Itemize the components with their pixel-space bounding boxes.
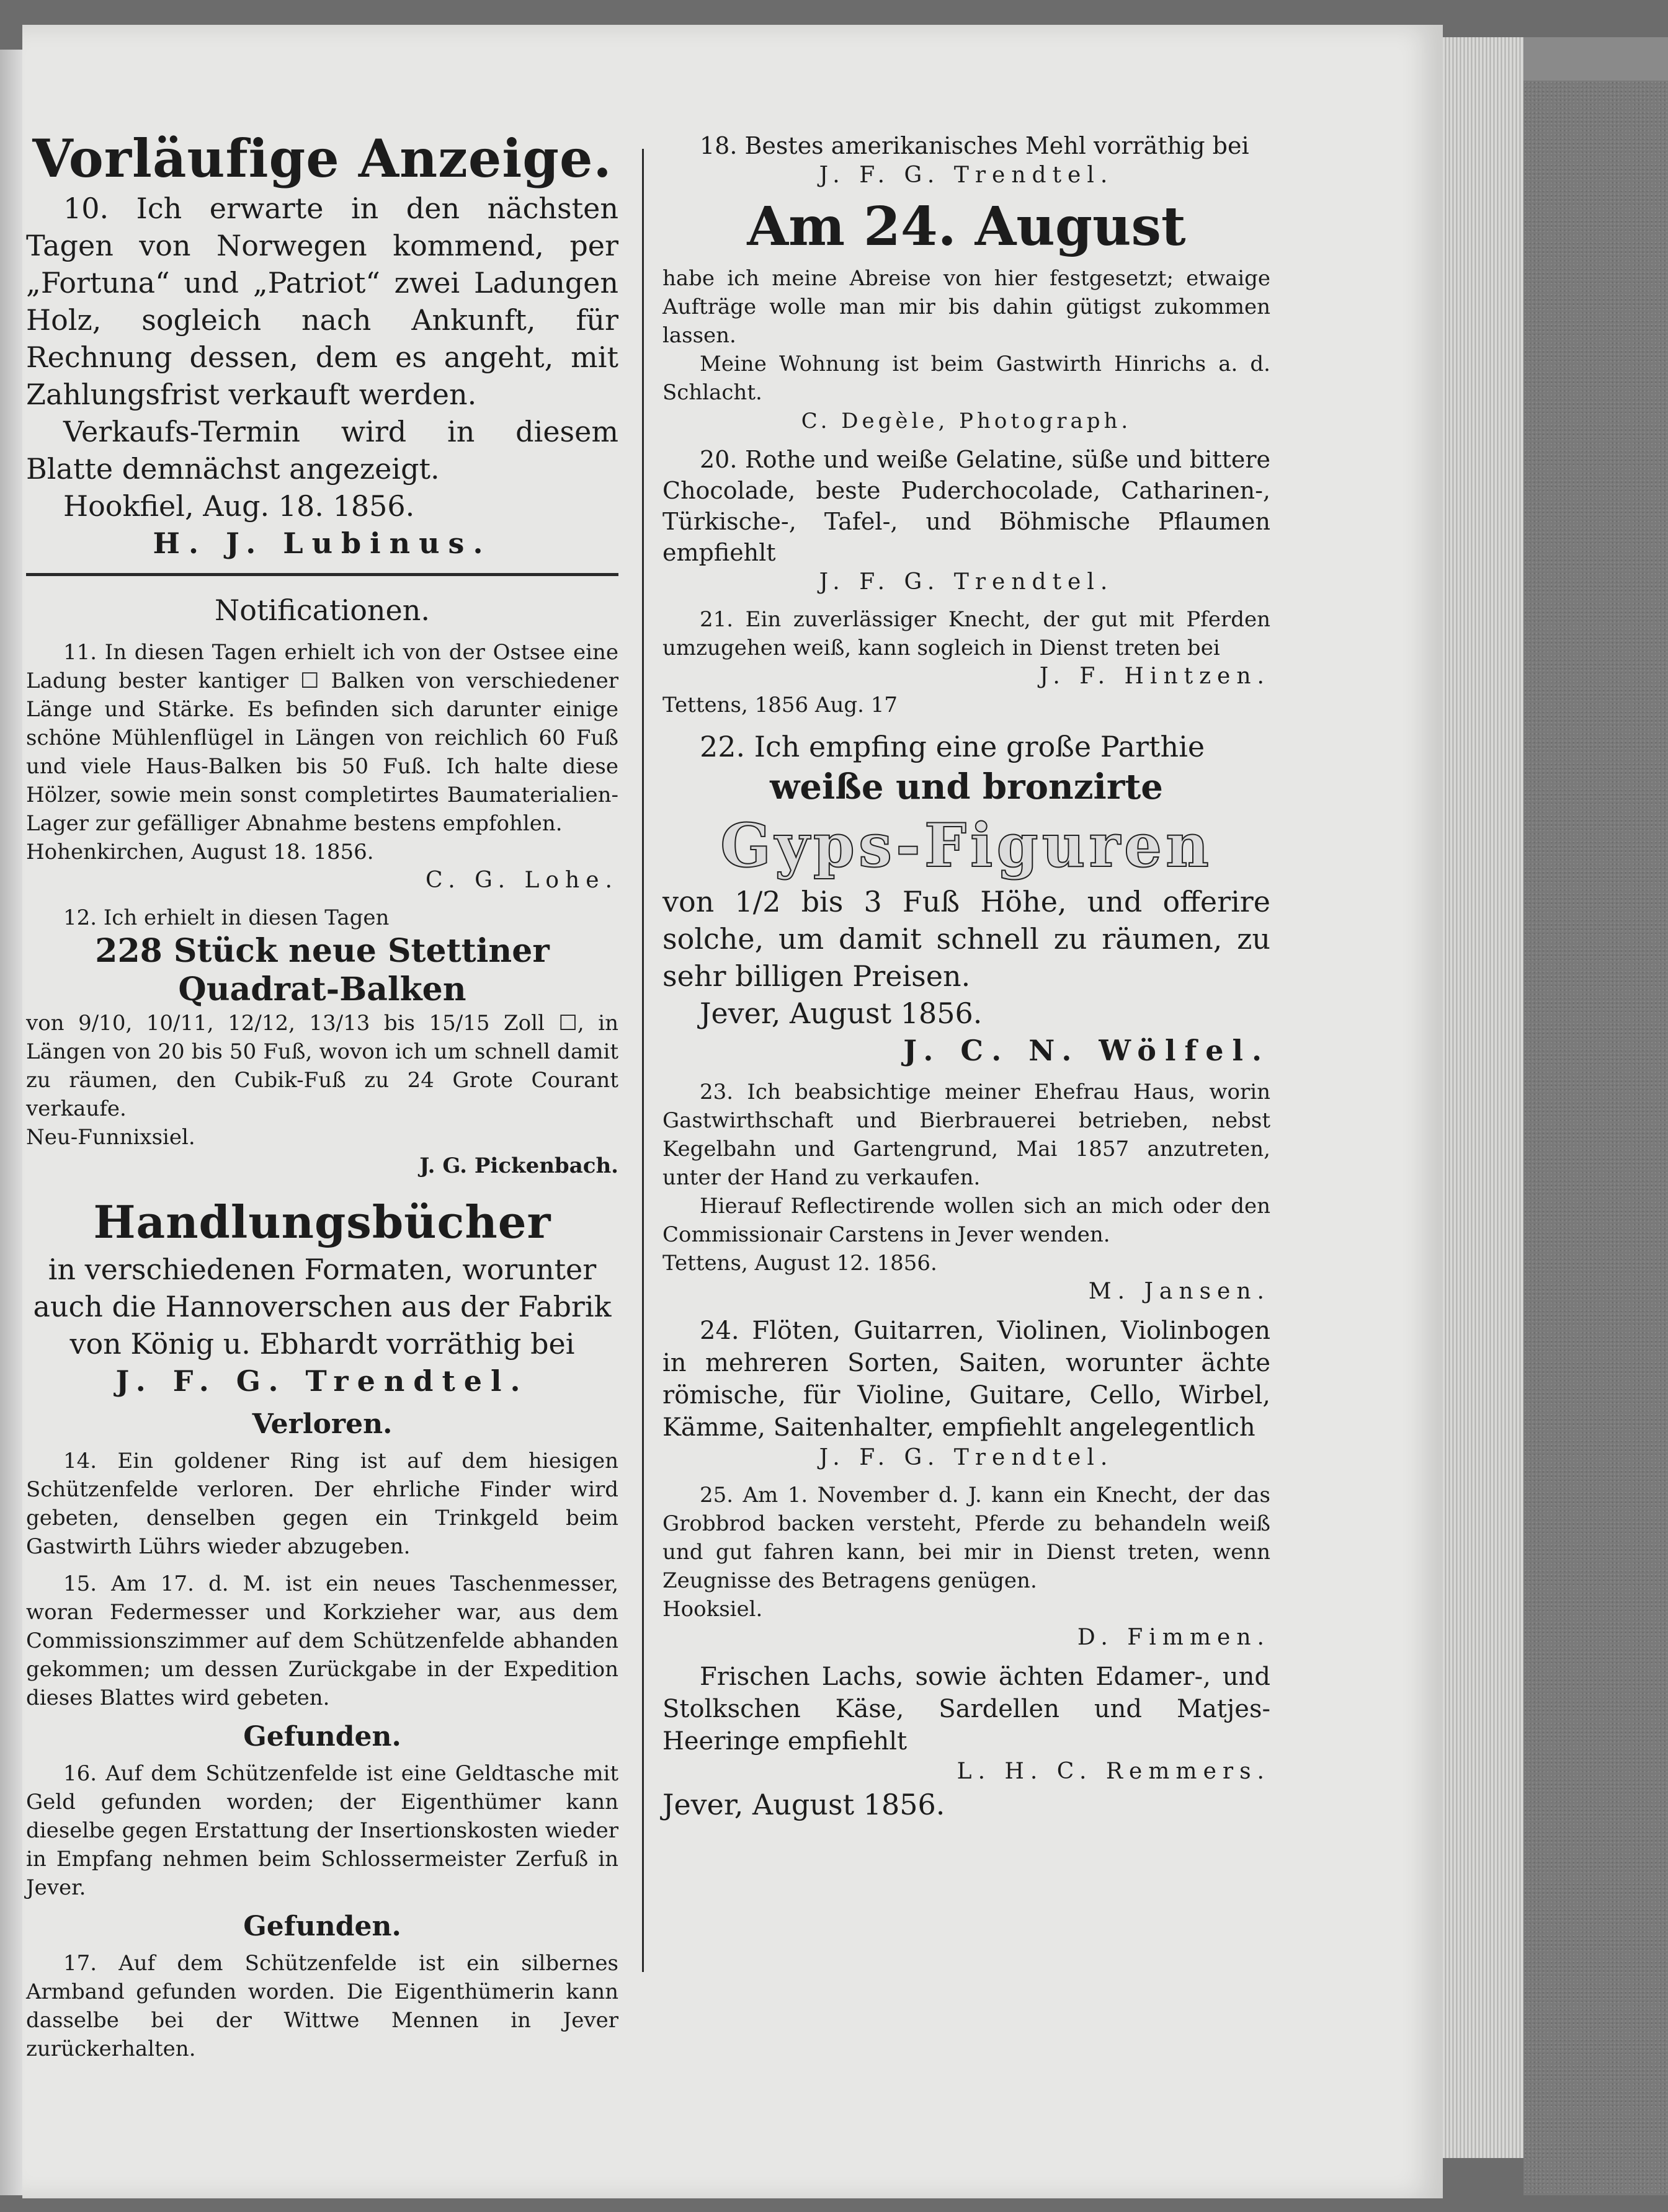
ad-12-text: von 9/10, 10/11, 12/12, 13/13 bis 15/15 Zoll ☐, in Längen von 20 bis 50 Fuß, wovon ich um schnell damit zu räumen, den Cubik-Fuß zu 24 Grote Courant verkaufe. <box>26 1011 618 1121</box>
ad-26-place: Jever, August 1856. <box>662 1788 945 1821</box>
ad-23-place: Tettens, August 12. 1856. <box>662 1251 937 1276</box>
ad-20-signature: J. F. G. Trendtel. <box>819 569 1114 595</box>
section-rule <box>26 573 618 576</box>
left-column <box>26 130 618 2063</box>
ad-12-signature: J. G. Pickenbach. <box>419 1153 618 1178</box>
ad-23-text2: Hierauf Reflectirende wollen sich an mich oder den Commissionair Carstens in Jever wenden. <box>662 1194 1270 1247</box>
ad-13-text: in verschiedenen Formaten, worunter auch die Hannoverschen aus der Fabrik von König u. Ebhardt vorräthig bei <box>33 1253 612 1361</box>
gefunden-title-1: Gefunden. <box>243 1721 401 1752</box>
ad-19-text2: Meine Wohnung ist beim Gastwirth Hinrichs a. d. Schlacht. <box>662 352 1270 405</box>
ad-24-text: 24. Flöten, Guitarren, Violinen, Violinbogen in mehreren Sorten, Saiten, worunter ächte römische, für Violine, Guitare, Cello, Wirbel, Kämme, Saitenhalter, empfiehlt angelegentlich <box>662 1317 1270 1442</box>
column-divider <box>642 149 644 1972</box>
ad-25-place: Hooksiel. <box>662 1597 763 1622</box>
right-column <box>662 130 1270 1823</box>
ad-19-signature: C. Degèle, Photograph. <box>801 409 1132 433</box>
ad-23-text: 23. Ich beabsichtige meiner Ehefrau Haus, worin Gastwirthschaft und Bierbrauerei betrieben, nebst Kegelbahn und Gartengrund, Mai 1857 anzutreten, unter der Hand zu verkaufen. <box>662 1080 1270 1190</box>
ad-21-text: 21. Ein zuverlässiger Knecht, der gut mit Pferden umzugehen weiß, kann sogleich in Dienst treten bei <box>662 607 1270 660</box>
ad-22-line2: weiße und bronzirte <box>770 766 1163 807</box>
ad-22-text: von 1/2 bis 3 Fuß Höhe, und offerire solche, um damit schnell zu räumen, zu sehr billigen Preisen. <box>662 885 1270 993</box>
ad-13-signature: J. F. G. Trendtel. <box>115 1364 529 1398</box>
ad-25-signature: D. Fimmen. <box>1077 1625 1270 1650</box>
ad-19-headline: Am 24. August <box>747 195 1186 258</box>
ad-11-signature: C. G. Lohe. <box>425 868 618 893</box>
ad-21-signature: J. F. Hintzen. <box>1039 664 1270 689</box>
ad-10-place: Hookfiel, Aug. 18. 1856. <box>63 489 415 523</box>
ad-22-intro: 22. Ich empfing eine große Parthie <box>700 730 1205 763</box>
ad-18-signature: J. F. G. Trendtel. <box>819 162 1114 188</box>
ad-22-place: Jever, August 1856. <box>700 997 983 1030</box>
ad-15-text: 15. Am 17. d. M. ist ein neues Taschenmesser, woran Federmesser und Korkzieher war, aus dem Commissionszimmer auf dem Schützenfelde abhanden gekommen; um dessen Zurückgabe in der Expedition dieses Blattes wird gebeten. <box>26 1571 618 1710</box>
ad-22-signature: J. C. N. Wölfel. <box>903 1034 1270 1067</box>
ad-11-place: Hohenkirchen, August 18. 1856. <box>26 840 374 864</box>
verloren-title: Verloren. <box>252 1408 393 1440</box>
gefunden-title-2: Gefunden. <box>243 1911 401 1942</box>
ad-25-text: 25. Am 1. November d. J. kann ein Knecht, der das Grobbrod backen versteht, Pferde zu behandeln weiß und gut fahren kann, bei mir in Dienst treten, wenn Zeugnisse des Betragens genügen. <box>662 1483 1270 1593</box>
ad-10-text2: Verkaufs-Termin wird in diesem Blatte demnächst angezeigt. <box>26 415 618 486</box>
ad-21-place: Tettens, 1856 Aug. 17 <box>662 693 898 717</box>
ad-12-intro: 12. Ich erhielt in diesen Tagen <box>63 905 390 930</box>
ad-11-text: 11. In diesen Tagen erhielt ich von der Ostsee eine Ladung bester kantiger ☐ Balken von verschiedener Länge und Stärke. Es befinden sich darunter einige schöne Mühlenflügel in Längen von reichlich 60 Fuß und viele Haus-Balken bis 50 Fuß. Ich halte diese Hölzer, sowie mein sonst completirtes Baumaterialien-Lager zur gefälliger Abnahme bestens empfohlen. <box>26 640 618 836</box>
ad-12-headline: 228 Stück neue Stettiner Quadrat-Balken <box>95 932 550 1008</box>
ad-10-signature: H. J. Lubinus. <box>153 526 492 560</box>
ad-26-text: Frischen Lachs, sowie ächten Edamer-, und Stolkschen Käse, Sardellen und Matjes-Heeringe empfiehlt <box>662 1663 1270 1756</box>
ad-18-text: 18. Bestes amerikanisches Mehl vorräthig bei <box>700 132 1249 159</box>
ad-19-text: habe ich meine Abreise von hier festgesetzt; etwaige Aufträge wolle man mir bis dahin gütigst zukommen lassen. <box>662 266 1270 348</box>
ad-12-place: Neu-Funnixsiel. <box>26 1125 195 1150</box>
ad-14-text: 14. Ein goldener Ring ist auf dem hiesigen Schützenfelde verloren. Der ehrliche Finder wird gebeten, denselben gegen ein Trinkgeld beim Gastwirth Lührs wieder abzugeben. <box>26 1449 618 1559</box>
notificationen-title: Notificationen. <box>215 593 430 627</box>
ad-10-text: 10. Ich erwarte in den nächsten Tagen von Norwegen kommend, per „Fortuna“ und „Patriot“ zwei Ladungen Holz, sogleich nach Ankunft, für Rechnung dessen, dem es angeht, mit Zahlungsfrist verkauft werden. <box>26 192 618 411</box>
ad-20-text: 20. Rothe und weiße Gelatine, süße und bittere Chocolade, beste Puderchocolade, Catharinen-, Türkische-, Tafel-, und Böhmische Pflaumen empfiehlt <box>662 446 1270 566</box>
book-cover <box>1523 81 1668 2195</box>
ad-22-headline: Gyps-Figuren <box>720 811 1213 881</box>
vorlaeufige-anzeige-title: Vorläufige Anzeige. <box>32 128 612 189</box>
handlungsbuecher-title: Handlungsbücher <box>93 1196 551 1248</box>
ad-16-text: 16. Auf dem Schützenfelde ist eine Geldtasche mit Geld gefunden worden; der Eigenthümer kann dieselbe gegen Erstattung der Insertionskosten wieder in Empfang nehmen beim Schlossermeister Zerfuß in Jever. <box>26 1761 618 1900</box>
ad-23-signature: M. Jansen. <box>1088 1279 1270 1304</box>
page-stack-edge <box>1443 37 1523 2158</box>
previous-page-edge <box>0 50 22 2195</box>
ad-24-signature: J. F. G. Trendtel. <box>819 1445 1114 1470</box>
ad-26-signature: L. H. C. Remmers. <box>957 1759 1270 1784</box>
ad-17-text: 17. Auf dem Schützenfelde ist ein silbernes Armband gefunden worden. Die Eigenthümerin kann dasselbe bei der Wittwe Mennen in Jever zurückerhalten. <box>26 1951 618 2061</box>
